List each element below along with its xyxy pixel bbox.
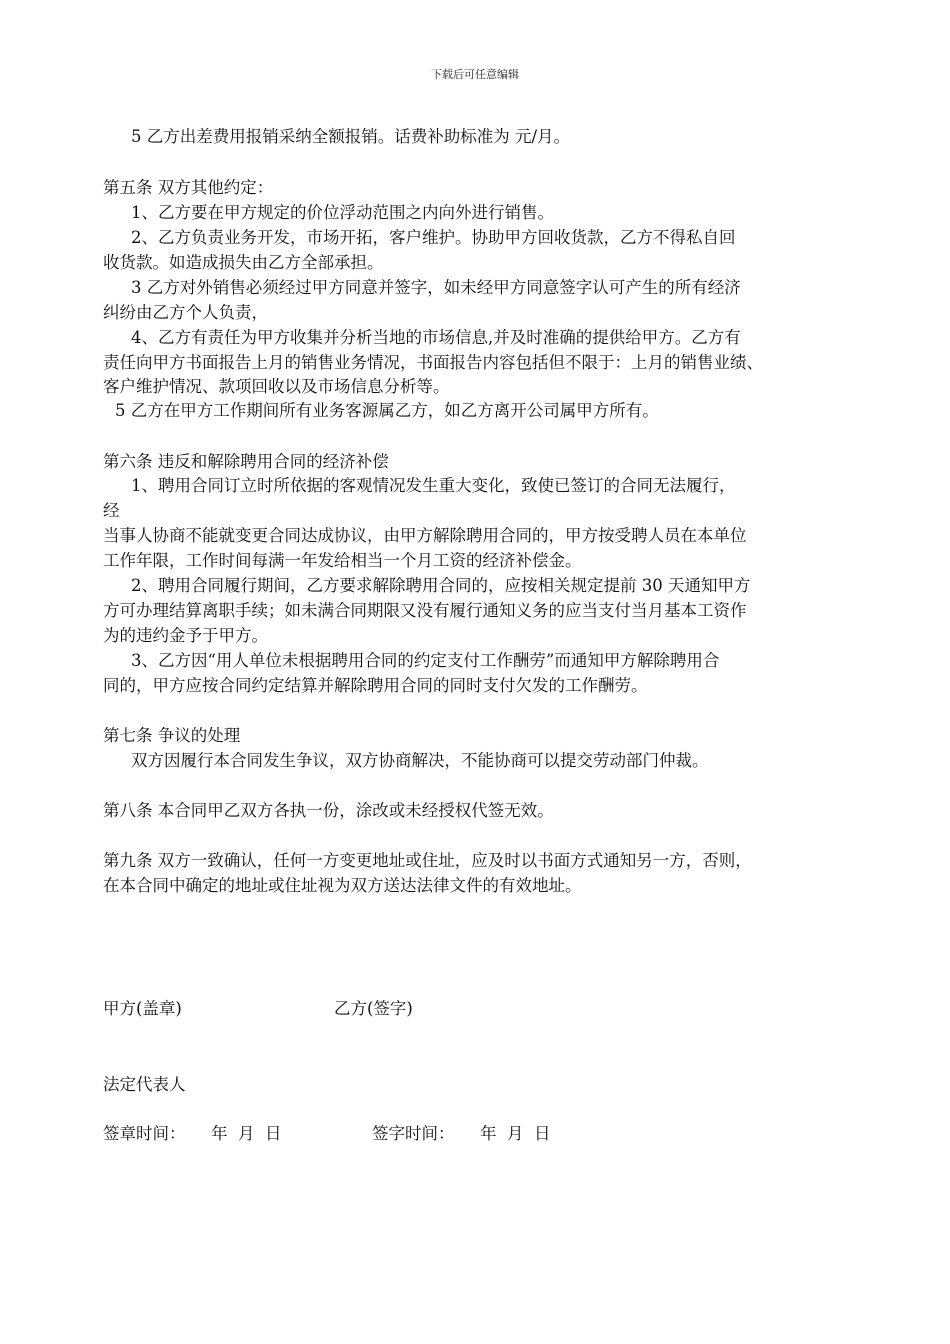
seal-date: 年 月 日 xyxy=(211,1124,282,1143)
article-6-item-1-cont: 经 xyxy=(103,501,120,520)
seal-time-label: 签章时间： xyxy=(103,1124,186,1143)
page-header: 下载后可任意编辑 xyxy=(431,68,519,81)
clause-4-item-5: 5 乙方出差费用报销采纳全额报销。话费补助标准为 元/月。 xyxy=(131,127,571,146)
article-9: 第九条 双方一致确认，任何一方变更地址或住址，应及时以书面方式通知另一方，否则， xyxy=(103,851,752,870)
article-6-item-2-cont2: 为的违约金予于甲方。 xyxy=(103,626,268,645)
article-5-item-5: 5 乙方在甲方工作期间所有业务客源属乙方，如乙方离开公司属甲方所有。 xyxy=(115,401,659,420)
article-5-item-4-cont2: 客户维护情况、款项回收以及市场信息分析等。 xyxy=(103,377,450,396)
article-5-item-2: 2、乙方负责业务开发，市场开拓，客户维护。协助甲方回收货款，乙方不得私自回 xyxy=(131,228,736,247)
article-5-item-4: 4、乙方有责任为甲方收集并分析当地的市场信息,并及时准确的提供给甲方。乙方有 xyxy=(131,328,741,347)
sign-date: 年 月 日 xyxy=(480,1124,551,1143)
article-6-heading: 第六条 违反和解除聘用合同的经济补偿 xyxy=(103,452,389,471)
article-7-heading: 第七条 争议的处理 xyxy=(103,726,241,745)
article-6-item-1-cont3: 工作年限，工作时间每满一年发给相当一个月工资的经济补偿金。 xyxy=(103,551,582,570)
article-6-item-3: 3、乙方因“用人单位未根据聘用合同的约定支付工作酬劳”而通知甲方解除聘用合 xyxy=(131,651,720,670)
party-b-sign-label: 乙方(签字) xyxy=(334,999,413,1018)
article-5-item-3-cont: 纠纷由乙方个人负责， xyxy=(103,303,268,322)
party-a-seal-label: 甲方(盖章) xyxy=(103,999,182,1018)
article-5-item-3: 3 乙方对外销售必须经过甲方同意并签字，如未经甲方同意签字认可产生的所有经济 xyxy=(131,278,741,297)
article-6-item-1: 1、聘用合同订立时所依据的客观情况发生重大变化，致使已签订的合同无法履行， xyxy=(131,476,736,495)
article-6-item-2: 2、聘用合同履行期间，乙方要求解除聘用合同的，应按相关规定提前 30 天通知甲方 xyxy=(131,576,751,595)
article-7-body: 双方因履行本合同发生争议，双方协商解决，不能协商可以提交劳动部门仲裁。 xyxy=(131,751,709,770)
sign-time-label: 签字时间： xyxy=(372,1124,455,1143)
article-6-item-2-cont: 方可办理结算离职手续；如未满合同期限又没有履行通知义务的应当支付当月基本工资作 xyxy=(103,601,747,620)
article-5-item-4-cont: 责任向甲方书面报告上月的销售业务情况，书面报告内容包括但不限于：上月的销售业绩、 xyxy=(103,353,763,372)
article-5-item-1: 1、乙方要在甲方规定的价位浮动范围之内向外进行销售。 xyxy=(131,203,554,222)
article-6-item-3-cont: 同的，甲方应按合同约定结算并解除聘用合同的同时支付欠发的工作酬劳。 xyxy=(103,676,648,695)
article-5-item-2-cont: 收货款。如造成损失由乙方全部承担。 xyxy=(103,253,384,272)
article-9-cont: 在本合同中确定的地址或住址视为双方送达法律文件的有效地址。 xyxy=(103,876,582,895)
article-8: 第八条 本合同甲乙双方各执一份，涂改或未经授权代签无效。 xyxy=(103,801,554,820)
article-5-heading: 第五条 双方其他约定： xyxy=(103,178,274,197)
article-6-item-1-cont2: 当事人协商不能就变更合同达成协议，由甲方解除聘用合同的，甲方按受聘人员在本单位 xyxy=(103,526,747,545)
legal-representative-label: 法定代表人 xyxy=(103,1075,186,1094)
